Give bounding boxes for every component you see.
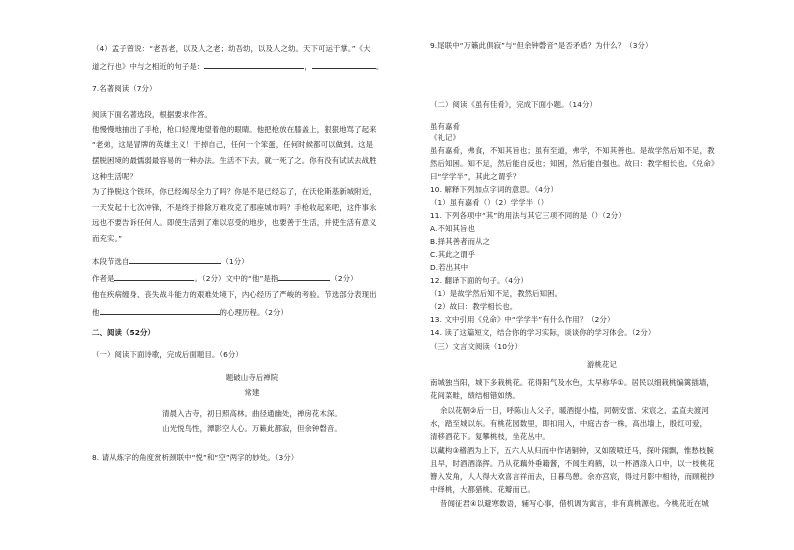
essay-line: 且早，时酒酒涤挥。乃从花藕外垂籍酱，不闻生鸡鹤，以一杯酒涤入口中，以一枝桃花	[430, 459, 715, 468]
section2-3-title: （三）文言文阅读（10分）	[430, 342, 523, 351]
essay-title: 游桃花记	[587, 360, 617, 369]
q12-item-2: （2）故曰：教学相长也。	[430, 302, 518, 311]
q4-blank-2[interactable]	[312, 60, 376, 69]
q7-sub3-line2: 他 的心理历程。（2分）	[92, 308, 289, 317]
essay-line: 余以花朝②后一日，呼陈山人父子，暖酒提小榼，同朝安雷、宋宸之、孟直夫渡河	[440, 406, 709, 415]
essay-line: 花间菜畦，绩结相错如绣。	[430, 391, 520, 400]
essay-line: 清移酒花下。复攀桃枝，坐花丛中。	[430, 432, 550, 441]
q7-blank-journey[interactable]	[100, 306, 220, 315]
q12-item-1: （1）是故学然后知不足，教然后知困。	[430, 289, 563, 298]
poem-line: 清晨入古寺，初日照高林。曲径通幽处，禅房花木深。	[162, 409, 342, 418]
q7-passage-line: 而充实。”	[92, 234, 123, 243]
text-line: 然后知困。知不足，然后能自反也；知困，然后能自强也。故曰：教学相长也。《兑命》	[430, 159, 719, 168]
q7-passage-line: 一天发起十七次冲锋，不是终于排除万难攻克了那座城市吗？手枪收起来吧，这件事永	[92, 203, 377, 212]
text-title: 虽有嘉肴	[430, 122, 460, 131]
q10-items: （1）虽有嘉肴（）（2）学学半（）	[430, 198, 549, 207]
q7-passage-line: 他慢慢地抽出了手枪，枪口轻蔑地望着他的眼睛。他把枪放在膝盖上，狠狠地骂了起来	[92, 125, 377, 134]
q10: 10. 解释下列加点字词的意思。（4分）	[430, 185, 558, 194]
section2-title: 二、阅读（52分）	[92, 328, 155, 337]
q14: 14. 读了这篇短文，结合你的学习实际，谈谈你的学习体会。（2分）	[430, 328, 656, 337]
poem-line: 山光悦鸟性，潭影空人心。万籁此都寂，但余钟磬音。	[162, 424, 342, 433]
q7-blank-he[interactable]	[278, 272, 330, 281]
q7-blank-source[interactable]	[129, 255, 221, 264]
q7-sub1: 本段节选自 （1分）	[92, 257, 249, 266]
q4-line2: 道之行也》中与之相近的句子是： ， 。	[92, 62, 384, 71]
q7-passage-line: 摆脱困境的最懦弱最容易的一种办法。生活不下去，就一死了之。你有没有试试去战胜	[92, 156, 377, 165]
q12: 12. 翻译下面的句子。（4分）	[430, 276, 529, 285]
q11: 11. 下列各项中“其”的用法与其它三项不同的是（）（2分）	[430, 211, 626, 220]
poem-author: 常建	[244, 388, 260, 397]
essay-line: 簪入发角，人人得大欢喜言祥而去，日暮鸟憩。余亦宫宸，得过月影中相待，而顾税抄	[430, 472, 715, 481]
q8: 8. 请从炼字的角度赏析颈联中“悦”和“空”两字的妙处。（3分）	[92, 453, 299, 462]
q4-line1: （4）孟子曾说：“老吾老，以及人之老；幼吾幼，以及人之幼。天下可运于掌。”《大	[92, 44, 371, 53]
q7-title: 7.名著阅读（7分）	[92, 84, 157, 93]
q11-option-b: B.择其善者而从之	[430, 237, 491, 246]
essay-line: 南城独当阳，城下多栽桃花。花得阳气及水色，太早称华①。居民以细栽桃编篱插墙，	[430, 378, 714, 387]
q9: 9.尾联中“万籁此俱寂”与“但余钟磬音”是否矛盾？为什么？（3分）	[430, 41, 653, 50]
q11-option-c: C.其此之谓乎	[430, 250, 476, 259]
q7-passage-line: 这种生活呢？	[92, 172, 137, 181]
section2-2-title: （二）阅读《虽有佳肴》，完成下面小题。（14分）	[430, 100, 598, 109]
q7-passage-line: “老弟，这是冒牌的英雄主义！干掉自己，任何一个笨蛋，任何时候都可以做到。这是	[92, 140, 374, 149]
section2-1-title: （一）阅读下面诗歌，完成后面题目。（6分）	[92, 350, 243, 359]
q7-passage-line: 远也不要告诉任何人。即使生活到了难以忍受的地步，也要善于生活，并使生活有意义	[92, 218, 377, 227]
poem-title: 题破山寺后禅院	[225, 373, 279, 382]
q7-passage-line: 为了挣脱这个铁环，你已经竭尽全力了吗？你是不是已经忘了，在沃伦斯基新城附近，	[92, 187, 377, 196]
essay-line: 水，踏至城以东。有桃花园数里，即扣用入，中庭古杏一株，高出墙上，殷红可爱，	[430, 419, 708, 428]
text-source: 《礼记》	[430, 133, 460, 142]
q7-sub2: 作者是 。（2分）文中的“他”是指 （2分）	[92, 274, 358, 283]
q7-sub3-line1: 他在疾病缠身、丧失战斗能力的艰难处境下，内心经历了严峻的考验。节选部分表现出	[92, 290, 377, 299]
text-line: 虽有嘉肴，弗食，不知其旨也；虽有至道，弗学，不知其善也。是故学然后知不足，教	[430, 146, 715, 155]
q7-blank-author[interactable]	[114, 272, 194, 281]
q13: 13. 文中引用《兑命》中“学学半”有什么作用？（2分）	[430, 315, 615, 324]
essay-line: 昔闻征君④以避寒数语，辅写心事，借机调为寓言，非有真桃源也。今桃花近在城	[440, 499, 709, 508]
essay-line: 以藏构③稽酒为上下，五六人从归而中作诸铜钟，又如陂喷迁马，探叶闹飘，惟愁枝腕	[430, 446, 714, 455]
q4-blank-1[interactable]	[204, 60, 304, 69]
text-line: 曰“学学半”，其此之谓乎？	[430, 172, 521, 181]
q11-option-d: D.若出其中	[430, 263, 469, 272]
q7-intro: 阅读下面名著选段，根据要求作答。	[92, 110, 212, 119]
essay-line: 中绎桃，大都猎桃、花瓣而已。	[430, 485, 535, 494]
q11-option-a: A.不知其旨也	[430, 224, 475, 233]
